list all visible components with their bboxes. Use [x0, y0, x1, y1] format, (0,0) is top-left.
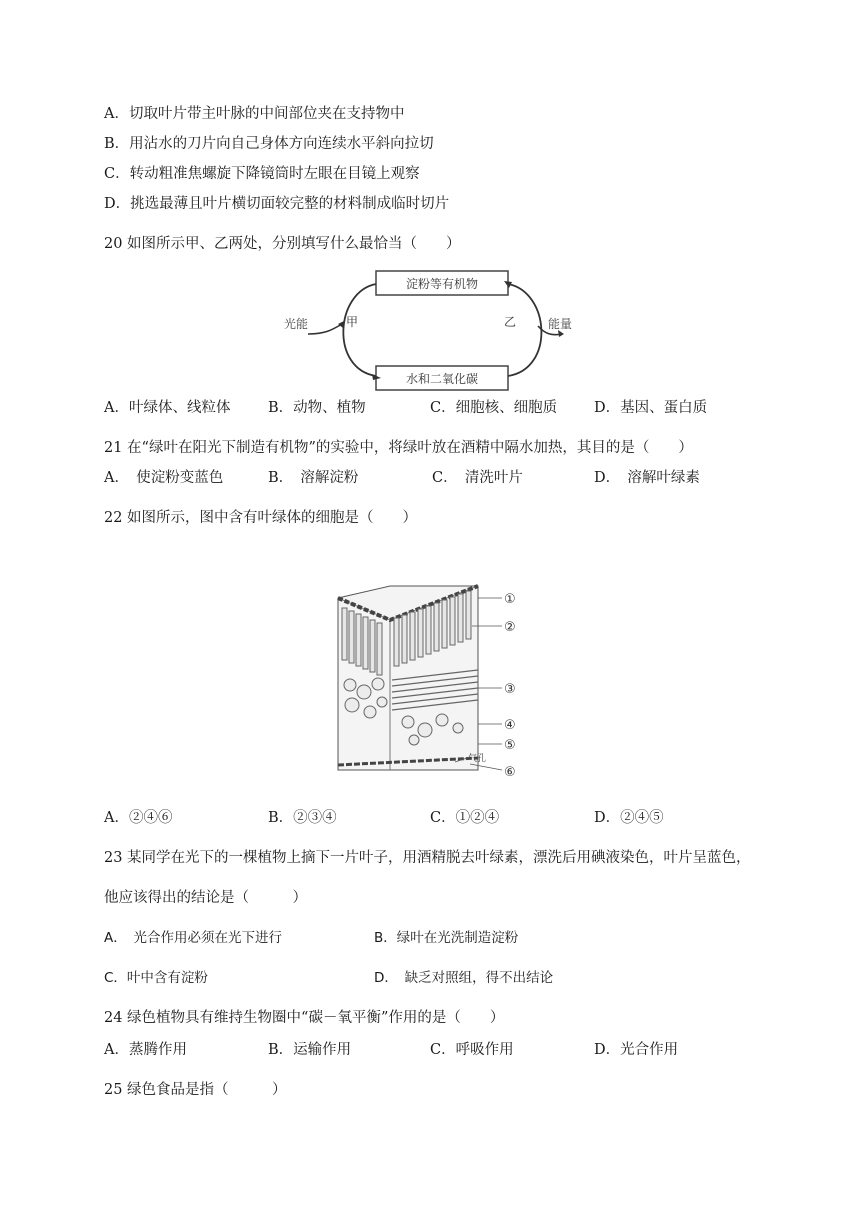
q19-option-b: B．用沾水的刀片向自己身体方向连续水平斜向拉切: [104, 136, 434, 152]
light-arrow: [308, 324, 342, 334]
q24-option-a: A．蒸腾作用: [104, 1042, 187, 1058]
q24-option-b: B．运输作用: [268, 1042, 352, 1058]
q23-option-b: B．绿叶在光洗制造淀粉: [374, 930, 519, 946]
q21-stem: 21 在“绿叶在阳光下制造有机物”的实验中，将绿叶放在酒精中隔水加热，其目的是（ ）: [104, 440, 693, 456]
q19-option-c: C．转动粗准焦螺旋下降镜筒时左眼在目镜上观察: [104, 166, 420, 182]
q23-option-a: A． 光合作用必须在光下进行: [104, 930, 282, 946]
q23-stem-line-1: 23 某同学在光下的一棵植物上摘下一片叶子，用酒精脱去叶绿素，漂洗后用碘液染色，叶片呈蓝色，: [104, 850, 751, 866]
q19-option-d: D．挑选最薄且叶片横切面较完整的材料制成临时切片: [104, 196, 450, 212]
label-2: ②: [504, 620, 516, 635]
bottom-box-label: 水和二氧化碳: [405, 372, 479, 386]
q22-option-a: A．②④⑥: [104, 810, 173, 826]
q23-option-d: D． 缺乏对照组，得不出结论: [374, 970, 554, 986]
label-5: ⑤: [504, 738, 516, 753]
q21-option-c: C． 清洗叶片: [432, 470, 523, 486]
q24-option-c: C．呼吸作用: [430, 1042, 514, 1058]
q21-option-b: B． 溶解淀粉: [268, 470, 359, 486]
q20-stem: 20 如图所示甲、乙两处，分别填写什么最恰当（ ）: [104, 236, 461, 252]
right-arc: [508, 284, 541, 376]
q20-option-c: C．细胞核、细胞质: [430, 400, 558, 416]
q22-option-b: B．②③④: [268, 810, 337, 826]
q23-stem-line-2: 他应该得出的结论是（ ）: [104, 890, 307, 906]
label-6: ⑥: [504, 765, 516, 780]
yi-label: 乙: [504, 315, 517, 329]
q22-stem: 22 如图所示，图中含有叶绿体的细胞是（ ）: [104, 510, 418, 526]
q21-option-a: A． 使淀粉变蓝色: [104, 470, 224, 486]
q22-option-c: C．①②④: [430, 810, 500, 826]
q20-option-a: A．叶绿体、线粒体: [104, 400, 231, 416]
photosynthesis-cycle-diagram: [280, 264, 590, 394]
label-3: ③: [504, 682, 516, 697]
q25-stem: 25 绿色食品是指（ ）: [104, 1082, 287, 1098]
q20-option-d: D．基因、蛋白质: [594, 400, 708, 416]
energy-label: 能量: [548, 317, 573, 331]
jia-label: 甲: [346, 315, 359, 329]
q20-option-b: B．动物、植物: [268, 400, 366, 416]
q19-option-a: A．切取叶片带主叶脉的中间部位夹在支持物中: [104, 106, 405, 122]
q24-option-d: D．光合作用: [594, 1042, 679, 1058]
label-4: ④: [504, 718, 516, 733]
q21-option-d: D． 溶解叶绿素: [594, 470, 700, 486]
stoma-label: 气孔: [468, 754, 487, 764]
top-box-label: 淀粉等有机物: [405, 277, 479, 291]
label-1: ①: [504, 592, 516, 607]
q24-stem: 24 绿色植物具有维持生物圈中“碳－氧平衡”作用的是（ ）: [104, 1010, 505, 1026]
left-arc: [343, 284, 376, 376]
q22-option-d: D．②④⑤: [594, 810, 664, 826]
q23-option-c: C．叶中含有淀粉: [104, 970, 208, 986]
light-energy-label: 光能: [284, 317, 309, 331]
leaf-cross-section-figure: [330, 580, 530, 785]
